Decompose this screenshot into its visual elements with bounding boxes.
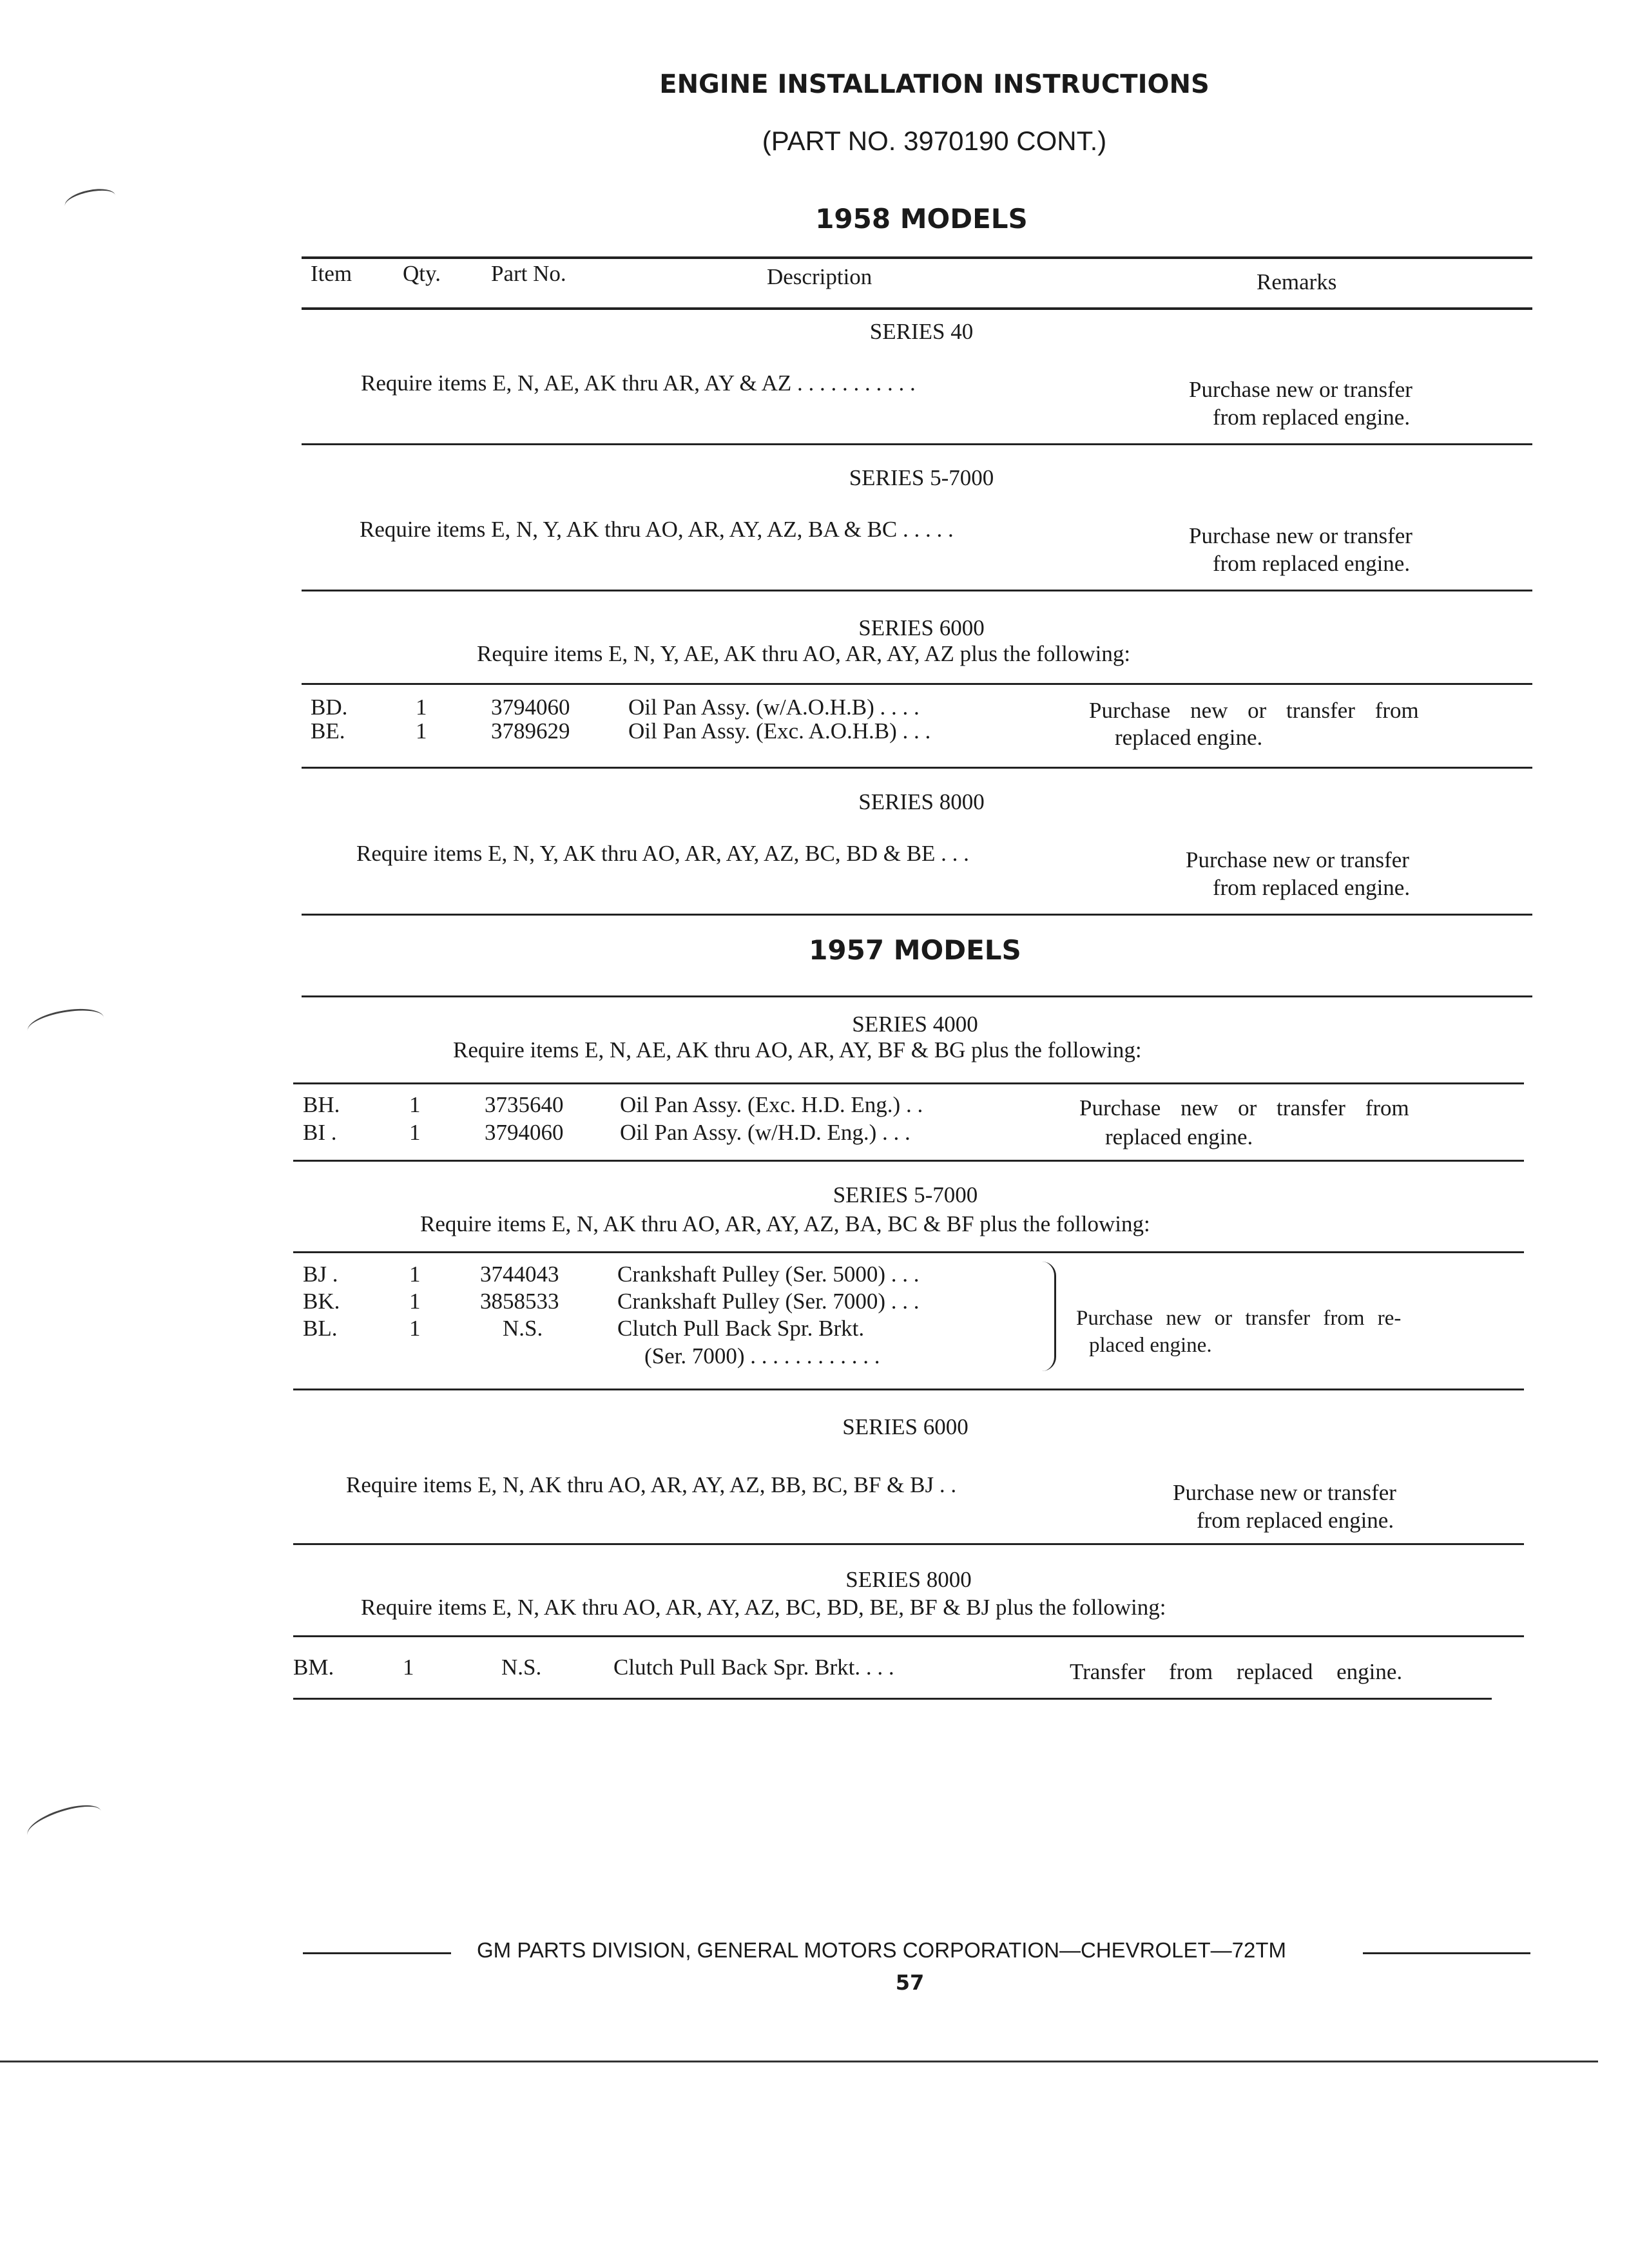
col-item: Item [311,261,352,286]
part-number: 3789629 [491,718,570,744]
remarks-text: Purchase new or transfer from re- [1076,1307,1402,1330]
series-title: SERIES 5-7000 [849,465,994,490]
series-title: SERIES 8000 [858,789,985,814]
page-subtitle: (PART NO. 3970190 CONT.) [762,126,1107,156]
description: Oil Pan Assy. (Exc. H.D. Eng.) . . [620,1092,923,1117]
part-number: 3744043 [480,1262,559,1287]
series-title: SERIES 8000 [845,1567,972,1592]
require-text: Require items E, N, AK thru AO, AR, AY, AZ, BA, BC & BF plus the following: [420,1211,1150,1236]
series-title: SERIES 6000 [858,615,985,640]
divider [293,1389,1524,1390]
page-title: ENGINE INSTALLATION INSTRUCTIONS [659,70,1210,99]
col-remarks: Remarks [1257,269,1337,294]
require-text: Require items E, N, Y, AE, AK thru AO, AR, AY, AZ plus the following: [477,641,1131,666]
require-text: Require items E, N, AE, AK thru AR, AY & AZ . . . . . . . . . . . [361,370,916,396]
brace-icon [1032,1262,1056,1371]
require-text: Require items E, N, Y, AK thru AO, AR, AY, AZ, BC, BD & BE . . . [356,841,969,866]
divider [302,767,1532,769]
description: Oil Pan Assy. (Exc. A.O.H.B) . . . [628,718,931,744]
require-text: Require items E, N, Y, AK thru AO, AR, AY, AZ, BA & BC . . . . . [360,517,954,542]
description: Oil Pan Assy. (w/H.D. Eng.) . . . [620,1120,911,1145]
divider [302,590,1532,591]
remarks-text: from replaced engine. [1213,875,1411,900]
description: Oil Pan Assy. (w/A.O.H.B) . . . . [628,695,920,720]
binder-hole-mark [25,1004,106,1044]
part-number: 3858533 [480,1289,559,1314]
remarks-text: replaced engine. [1115,725,1263,750]
divider [302,914,1532,916]
divider [302,995,1532,997]
col-qty: Qty. [403,261,441,286]
require-text: Require items E, N, AE, AK thru AO, AR, AY, BF & BG plus the following: [453,1037,1142,1062]
qty-value: 1 [409,1092,421,1117]
description: Crankshaft Pulley (Ser. 7000) . . . [617,1289,920,1314]
footer-rule-right [1363,1952,1530,1954]
qty-value: 1 [409,1120,421,1145]
page-bottom-edge [0,2061,1598,2062]
part-number: 3794060 [491,695,570,720]
item-code: BH. [303,1092,340,1117]
remarks-text: Purchase new or transfer [1173,1480,1396,1505]
remarks-text: Purchase new or transfer [1189,523,1412,548]
series-title: SERIES 40 [869,319,974,344]
remarks-text: from replaced engine. [1213,551,1411,576]
divider [293,1635,1524,1637]
footer-rule-left [303,1952,451,1954]
remarks-text: from replaced engine. [1213,405,1411,430]
divider [293,1251,1524,1253]
divider [293,1543,1524,1545]
series-title: SERIES 5-7000 [833,1182,978,1207]
item-code: BJ . [303,1262,338,1287]
rule-top [302,256,1532,259]
footer-text: GM PARTS DIVISION, GENERAL MOTORS CORPORATION—CHEVROLET—72TM [477,1938,1287,1962]
divider [293,1698,1492,1700]
series-title: SERIES 6000 [842,1414,969,1439]
qty-value: 1 [416,718,427,744]
binder-hole-mark [23,1798,105,1849]
remarks-text: Purchase new or transfer [1189,377,1412,402]
description-continued: (Ser. 7000) . . . . . . . . . . . . [644,1343,880,1369]
divider [293,1082,1524,1084]
part-number: N.S. [503,1316,543,1341]
part-number: 3794060 [485,1120,564,1145]
description: Clutch Pull Back Spr. Brkt. [617,1316,865,1341]
qty-value: 1 [409,1316,421,1341]
binder-hole-mark [63,185,117,216]
remarks-text: Purchase new or transfer [1186,847,1409,872]
require-text: Require items E, N, AK thru AO, AR, AY, AZ, BB, BC, BF & BJ . . [346,1472,957,1497]
remarks-text: Purchase new or transfer from [1089,698,1419,723]
remarks-text: Purchase new or transfer from [1079,1095,1409,1120]
item-code: BI . [303,1120,337,1145]
require-text: Require items E, N, AK thru AO, AR, AY, AZ, BC, BD, BE, BF & BJ plus the following: [361,1595,1166,1620]
remarks-text: replaced engine. [1105,1124,1253,1149]
page-number: 57 [895,1970,925,1995]
part-number: 3735640 [485,1092,564,1117]
item-code: BM. [293,1655,334,1680]
rule-header [302,307,1532,310]
remarks-text: placed engine. [1089,1334,1212,1357]
qty-value: 1 [409,1289,421,1314]
description: Crankshaft Pulley (Ser. 5000) . . . [617,1262,920,1287]
qty-value: 1 [403,1655,414,1680]
item-code: BE. [311,718,345,744]
series-title: SERIES 4000 [852,1012,978,1037]
qty-value: 1 [409,1262,421,1287]
divider [302,683,1532,685]
section-heading-1958: 1958 MODELS [815,203,1028,235]
item-code: BD. [311,695,348,720]
col-part: Part No. [491,261,566,286]
description: Clutch Pull Back Spr. Brkt. . . . [613,1655,894,1680]
item-code: BL. [303,1316,338,1341]
qty-value: 1 [416,695,427,720]
col-description: Description [767,264,872,289]
remarks-text: Transfer from replaced engine. [1070,1659,1403,1684]
section-heading-1957: 1957 MODELS [809,934,1021,966]
divider [302,443,1532,445]
part-number: N.S. [501,1655,542,1680]
divider [293,1160,1524,1162]
remarks-text: from replaced engine. [1197,1508,1394,1533]
item-code: BK. [303,1289,340,1314]
